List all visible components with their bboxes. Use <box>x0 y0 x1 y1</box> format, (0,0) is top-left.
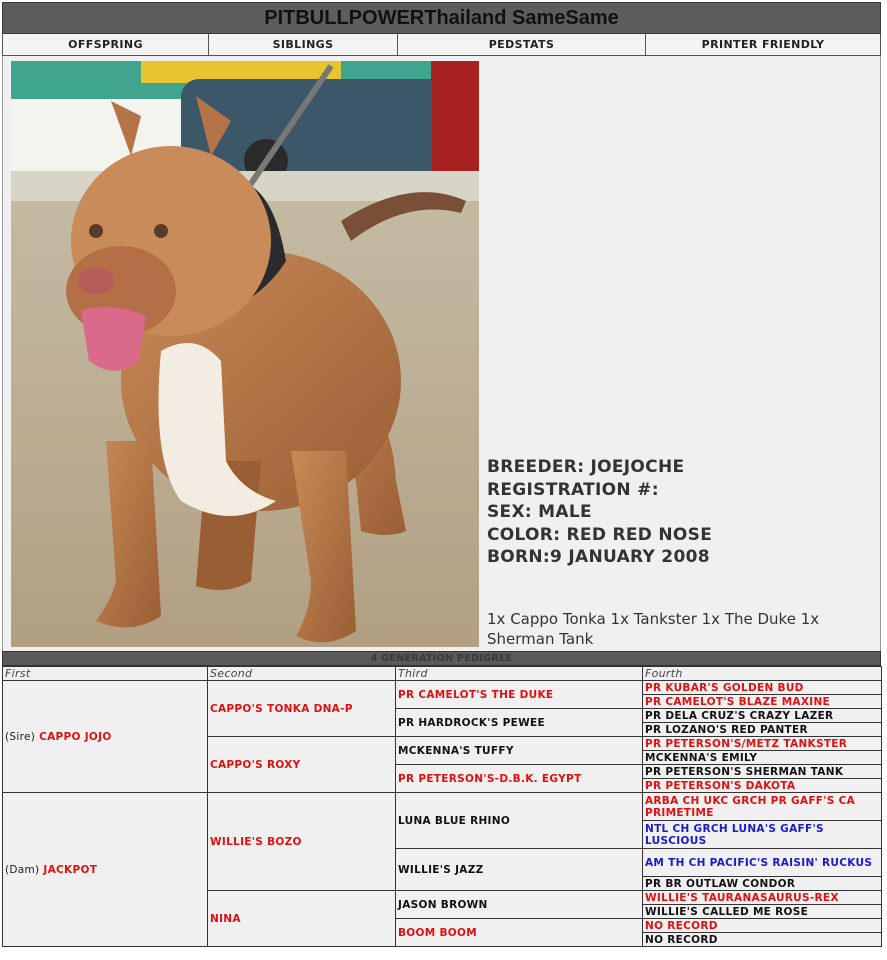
born-text: BORN:9 JANUARY 2008 <box>487 547 710 567</box>
sex-text: SEX: MALE <box>487 502 592 522</box>
fourth-gen-2[interactable]: PR CAMELOT'S BLAZE MAXINE <box>643 695 882 709</box>
third-gen-5[interactable]: LUNA BLUE RHINO <box>396 793 643 849</box>
dam-link[interactable]: JACKPOT <box>43 863 98 876</box>
pedigree-heading: 4 GENERATION PEDIGREE <box>2 651 881 666</box>
printer-friendly-link[interactable]: PRINTER FRIENDLY <box>701 38 825 51</box>
fourth-gen-14[interactable]: WILLIE'S CALLED ME ROSE <box>643 905 882 919</box>
page <box>2 2 881 947</box>
fourth-gen-6[interactable]: MCKENNA'S EMILY <box>643 751 882 765</box>
fourth-gen-4[interactable]: PR LOZANO'S RED PANTER <box>643 723 882 737</box>
fourth-gen-9[interactable]: ARBA CH UKC GRCH PR GAFF'S CA PRIMETIME <box>643 793 882 821</box>
pedigree-column-headers <box>3 667 882 681</box>
third-gen-7[interactable]: JASON BROWN <box>396 891 643 919</box>
second-gen-4[interactable]: NINA <box>208 891 396 947</box>
fourth-gen-1[interactable]: PR KUBAR'S GOLDEN BUD <box>643 681 882 695</box>
second-gen-1[interactable]: CAPPO'S TONKA DNA-P <box>208 681 396 737</box>
fourth-gen-11[interactable]: AM TH CH PACIFIC'S RAISIN' RUCKUS <box>643 849 882 877</box>
page-title: PITBULLPOWERThailand SameSame <box>2 2 881 34</box>
col-header-second: Second <box>208 667 396 681</box>
third-gen-6[interactable]: WILLIE'S JAZZ <box>396 849 643 891</box>
fourth-gen-16[interactable]: NO RECORD <box>643 933 882 947</box>
third-gen-2[interactable]: PR HARDROCK'S PEWEE <box>396 709 643 737</box>
col-header-third: Third <box>396 667 643 681</box>
fourth-gen-8[interactable]: PR PETERSON'S DAKOTA <box>643 779 882 793</box>
breeding-notes: 1x Cappo Tonka 1x Tankster 1x The Duke 1x Sherman Tank <box>487 610 820 648</box>
pedigree-table <box>2 666 882 947</box>
third-gen-3[interactable]: MCKENNA'S TUFFY <box>396 737 643 765</box>
breeder-text: BREEDER: JOEJOCHE <box>487 457 685 477</box>
second-gen-3[interactable]: WILLIE'S BOZO <box>208 793 396 891</box>
fourth-gen-12[interactable]: PR BR OUTLAW CONDOR <box>643 877 882 891</box>
col-header-fourth: Fourth <box>643 667 882 681</box>
third-gen-8[interactable]: BOOM BOOM <box>396 919 643 947</box>
sire-link[interactable]: CAPPO JOJO <box>39 730 112 743</box>
fourth-gen-10[interactable]: NTL CH GRCH LUNA'S GAFF'S LUSCIOUS <box>643 821 882 849</box>
third-gen-4[interactable]: PR PETERSON'S-D.B.K. EGYPT <box>396 765 643 793</box>
siblings-link[interactable]: SIBLINGS <box>209 34 398 55</box>
dog-photo <box>11 61 479 647</box>
color-text: COLOR: RED RED NOSE <box>487 524 713 545</box>
dog-profile <box>2 56 881 651</box>
fourth-gen-13[interactable]: WILLIE'S TAURANASAURUS-REX <box>643 891 882 905</box>
registration-text: REGISTRATION #: <box>487 479 659 500</box>
offspring-link[interactable]: OFFSPRING <box>3 34 209 55</box>
col-header-first: First <box>3 667 208 681</box>
fourth-gen-5[interactable]: PR PETERSON'S/METZ TANKSTER <box>643 737 882 751</box>
sire-cell: (Sire) CAPPO JOJO <box>3 681 208 793</box>
dam-cell: (Dam) JACKPOT <box>3 793 208 947</box>
fourth-gen-7[interactable]: PR PETERSON'S SHERMAN TANK <box>643 765 882 779</box>
fourth-gen-3[interactable]: PR DELA CRUZ'S CRAZY LAZER <box>643 709 882 723</box>
dog-info <box>487 456 712 569</box>
nav-bar <box>2 34 881 56</box>
fourth-gen-15[interactable]: NO RECORD <box>643 919 882 933</box>
pedstats-link[interactable]: PEDSTATS <box>398 34 646 55</box>
second-gen-2[interactable]: CAPPO'S ROXY <box>208 737 396 793</box>
third-gen-1[interactable]: PR CAMELOT'S THE DUKE <box>396 681 643 709</box>
